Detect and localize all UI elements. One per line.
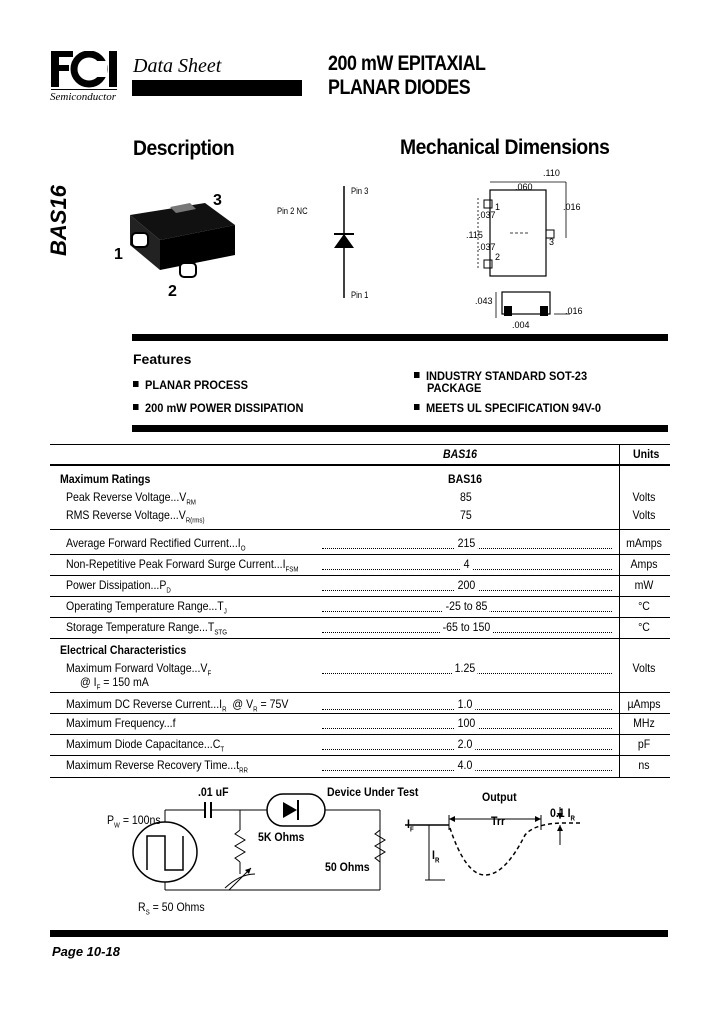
dim-115: .115	[466, 230, 483, 240]
row-op-temp-label: Operating Temperature $Range...T_J$	[66, 599, 227, 616]
row-rms-reverse-value: 75	[460, 508, 472, 522]
feature-ul: MEETS UL SPECIFICATION 94V-0	[414, 401, 601, 415]
row-rms-reverse-label: RMS Reverse $Voltage...V_{R(rms)}$	[66, 508, 205, 525]
dim-016b: .016	[565, 306, 583, 316]
circuit-rs-label: $R_S = 50$ Ohms	[138, 900, 205, 917]
mechanical-heading: Mechanical Dimensions	[400, 136, 610, 159]
row-peak-reverse-unit: Volts	[632, 490, 656, 504]
circuit-pw-label: $P_W = 100ns$	[107, 813, 161, 830]
waveform-trr-label: Trr	[491, 814, 506, 828]
row-surge-current-label: Non-Repetitive Peak Forward Surge $Current...I_{FSM}$	[66, 557, 299, 574]
row-frequency-label: Maximum Frequency...f	[66, 716, 176, 730]
row-surge-current-unit: Amps	[630, 557, 658, 571]
row-capacitance-unit: pF	[637, 737, 651, 751]
features-top-bar	[132, 334, 668, 341]
row-recovery-value: 4.0	[455, 758, 475, 772]
waveform-ir-label: $I_R$	[432, 848, 440, 865]
footer-bar	[50, 930, 668, 937]
pin3-label: 3	[213, 192, 222, 209]
row-peak-reverse-value: 85	[460, 490, 472, 504]
row-power-label: Power $Dissipation...P_D$	[66, 578, 171, 595]
table-col-units: Units	[633, 447, 660, 461]
row-fwd-voltage-value: 1.25	[452, 661, 478, 675]
diode-symbol	[330, 186, 360, 304]
schematic-pin2nc: Pin 2 NC	[277, 206, 308, 216]
row-fwd-voltage-label: Maximum Forward $Voltage...V_F$	[66, 661, 212, 678]
row-storage-temp-unit: °C	[638, 620, 650, 634]
row-storage-temp-label: Storage Temperature $Range...T_{STG}$	[66, 620, 227, 637]
schematic-pin1: Pin 1	[351, 290, 369, 300]
row-frequency-unit: MHz	[633, 716, 655, 730]
waveform-if-label: $I_F$	[407, 817, 414, 834]
features-bottom-bar	[132, 425, 668, 432]
dim-037a: .037	[478, 210, 496, 220]
schematic-pin3: Pin 3	[351, 186, 369, 196]
feature-sot23: INDUSTRY STANDARD SOT-23	[414, 369, 587, 383]
header-bar	[132, 80, 302, 96]
row-capacitance-value: 2.0	[455, 737, 475, 751]
row-power-unit: mW	[634, 578, 654, 592]
circuit-50ohm-label: 50 Ohms	[325, 860, 370, 874]
row-op-temp-value: -25 to 85	[443, 599, 490, 613]
row-dc-reverse-label: Maximum DC Reverse $Current...I_R$ @ $V_R = 75V$	[66, 697, 289, 714]
row-peak-reverse-label: Peak Reverse $Voltage...V_{RM}$	[66, 490, 196, 507]
row-power-value: 200	[455, 578, 478, 592]
table-col-part: BAS16	[443, 447, 478, 461]
waveform-ir01-label: 0.1 $I_R$	[550, 806, 576, 823]
row-recovery-unit: ns	[638, 758, 650, 772]
feature-planar: PLANAR PROCESS	[133, 378, 248, 392]
pin1-label: 1	[114, 246, 123, 263]
row-recovery-label: Maximum Reverse Recovery $Time...t_{RR}$	[66, 758, 249, 775]
feature-power: 200 mW POWER DISSIPATION	[133, 401, 303, 415]
features-heading: Features	[133, 351, 192, 367]
logo-subtitle: Semiconductor	[50, 91, 116, 103]
row-avg-current-value: 215	[455, 536, 478, 550]
doc-type: Data Sheet	[133, 55, 222, 77]
part-number-vertical: BAS16	[46, 185, 71, 256]
row-avg-current-unit: mAmps	[626, 536, 662, 550]
waveform-output-label: Output	[482, 790, 517, 804]
circuit-cap-label: .01 uF	[198, 785, 229, 799]
feature-package: PACKAGE	[427, 381, 482, 395]
max-ratings-heading: Maximum Ratings	[60, 472, 151, 486]
dim-060: .060	[515, 182, 533, 192]
row-capacitance-label: Maximum Diode $Capacitance...C_T$	[66, 737, 225, 754]
electrical-heading: Electrical Characteristics	[60, 643, 187, 657]
dim-037b: .037	[478, 242, 496, 252]
page-number: Page 10-18	[52, 944, 120, 959]
row-op-temp-unit: °C	[638, 599, 650, 613]
max-ratings-part: BAS16	[448, 472, 483, 486]
row-avg-current-label: Average Forward Rectified $Current...I_O$	[66, 536, 246, 553]
row-rms-reverse-unit: Volts	[632, 508, 656, 522]
row-fwd-voltage-unit: Volts	[632, 661, 656, 675]
description-heading: Description	[133, 137, 235, 160]
row-surge-current-value: 4	[461, 557, 472, 571]
dim-110: .110	[543, 168, 560, 178]
dim-pin2: 2	[495, 252, 501, 262]
row-fwd-voltage-cond: @ $I_F = 150$ mA	[80, 675, 149, 692]
circuit-5k-label: 5K Ohms	[258, 830, 305, 844]
row-dc-reverse-value: 1.0	[455, 697, 475, 711]
dim-pin3: 3	[549, 237, 555, 247]
circuit-dut-label: Device Under Test	[327, 785, 419, 799]
dim-004: .004	[512, 320, 530, 330]
dim-016a: .016	[563, 202, 581, 212]
row-frequency-value: 100	[455, 716, 478, 730]
row-dc-reverse-unit: µAmps	[627, 697, 661, 711]
dim-043: .043	[475, 296, 493, 306]
dim-pin1: 1	[495, 202, 501, 212]
row-storage-temp-value: -65 to 150	[440, 620, 493, 634]
pin2-label: 2	[168, 283, 177, 300]
page-title: 200 mW EPITAXIAL PLANAR DIODES	[328, 52, 486, 99]
